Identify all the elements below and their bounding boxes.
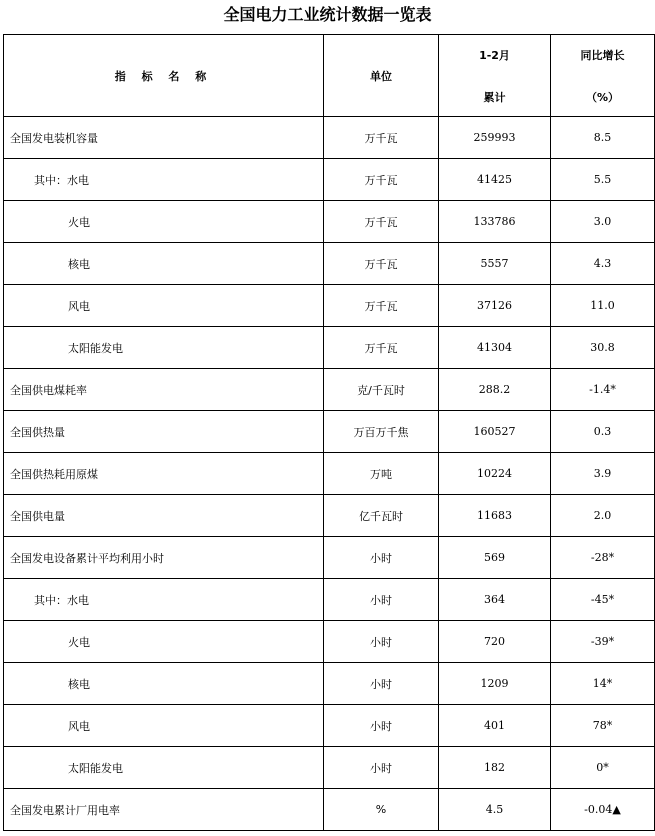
indicator-name-cell: 太阳能发电	[4, 327, 324, 369]
indicator-name-cell: 核电	[4, 663, 324, 705]
header-indicator-name: 指 标 名 称	[4, 35, 324, 117]
table-row	[4, 369, 655, 411]
unit-cell: 小时	[324, 705, 439, 747]
indicator-name-cell: 全国发电累计厂用电率	[4, 789, 324, 831]
value-cell: 133786	[439, 201, 551, 243]
value-cell: 401	[439, 705, 551, 747]
header-growth-top: 同比增长	[580, 48, 625, 62]
growth-cell: -1.4*	[551, 369, 655, 411]
growth-cell: 0*	[551, 747, 655, 789]
indicator-name-cell: 风电	[4, 285, 324, 327]
table-row	[4, 495, 655, 537]
growth-cell: -28*	[551, 537, 655, 579]
growth-cell: 14*	[551, 663, 655, 705]
indicator-name-cell: 全国发电装机容量	[4, 117, 324, 159]
growth-cell: -0.04▲	[551, 789, 655, 831]
value-cell: 259993	[439, 117, 551, 159]
unit-cell: 万千瓦	[324, 117, 439, 159]
unit-cell: 万千瓦	[324, 159, 439, 201]
page-title: 全国电力工业统计数据一览表	[223, 5, 432, 24]
value-cell: 4.5	[439, 789, 551, 831]
value-cell: 37126	[439, 285, 551, 327]
value-cell: 1209	[439, 663, 551, 705]
table-row	[4, 201, 655, 243]
value-cell: 41304	[439, 327, 551, 369]
header-unit: 单位	[324, 35, 439, 117]
growth-cell: 8.5	[551, 117, 655, 159]
table-row	[4, 579, 655, 621]
unit-cell: 克/千瓦时	[324, 369, 439, 411]
unit-cell: 万吨	[324, 453, 439, 495]
growth-cell: 0.3	[551, 411, 655, 453]
indicator-name-cell: 全国供电量	[4, 495, 324, 537]
indicator-name-cell: 火电	[4, 621, 324, 663]
growth-cell: 5.5	[551, 159, 655, 201]
header-period-bottom: 累计	[483, 90, 506, 104]
indicator-name-cell: 其中：水电	[4, 159, 324, 201]
growth-cell: 11.0	[551, 285, 655, 327]
unit-cell: %	[324, 789, 439, 831]
unit-cell: 小时	[324, 663, 439, 705]
growth-cell: -45*	[551, 579, 655, 621]
indicator-name-cell: 其中：水电	[4, 579, 324, 621]
indicator-name-cell: 火电	[4, 201, 324, 243]
unit-cell: 万千瓦	[324, 327, 439, 369]
unit-cell: 万千瓦	[324, 201, 439, 243]
table-row	[4, 159, 655, 201]
indicator-name-cell: 太阳能发电	[4, 747, 324, 789]
statistics-table	[3, 34, 654, 831]
header-period-top: 1-2月	[479, 48, 510, 62]
unit-cell: 小时	[324, 747, 439, 789]
table-row	[4, 663, 655, 705]
growth-cell: -39*	[551, 621, 655, 663]
header-growth-bottom: （%）	[585, 90, 620, 104]
value-cell: 10224	[439, 453, 551, 495]
table-header-row	[4, 35, 655, 117]
unit-cell: 亿千瓦时	[324, 495, 439, 537]
table-row	[4, 621, 655, 663]
table-row	[4, 117, 655, 159]
table-row	[4, 705, 655, 747]
unit-cell: 小时	[324, 621, 439, 663]
growth-cell: 3.9	[551, 453, 655, 495]
value-cell: 11683	[439, 495, 551, 537]
table-row	[4, 537, 655, 579]
table-row	[4, 789, 655, 831]
indicator-name-cell: 全国供电煤耗率	[4, 369, 324, 411]
growth-cell: 78*	[551, 705, 655, 747]
value-cell: 5557	[439, 243, 551, 285]
growth-cell: 2.0	[551, 495, 655, 537]
indicator-name-cell: 核电	[4, 243, 324, 285]
table-row	[4, 327, 655, 369]
growth-cell: 30.8	[551, 327, 655, 369]
header-growth	[551, 35, 655, 117]
value-cell: 569	[439, 537, 551, 579]
unit-cell: 小时	[324, 537, 439, 579]
value-cell: 41425	[439, 159, 551, 201]
indicator-name-cell: 风电	[4, 705, 324, 747]
table-row	[4, 243, 655, 285]
table-row	[4, 453, 655, 495]
indicator-name-cell: 全国发电设备累计平均利用小时	[4, 537, 324, 579]
value-cell: 288.2	[439, 369, 551, 411]
table-row	[4, 285, 655, 327]
growth-cell: 4.3	[551, 243, 655, 285]
value-cell: 364	[439, 579, 551, 621]
value-cell: 182	[439, 747, 551, 789]
unit-cell: 万千瓦	[324, 243, 439, 285]
value-cell: 720	[439, 621, 551, 663]
indicator-name-cell: 全国供热量	[4, 411, 324, 453]
unit-cell: 万千瓦	[324, 285, 439, 327]
header-period	[439, 35, 551, 117]
unit-cell: 小时	[324, 579, 439, 621]
table-row	[4, 411, 655, 453]
indicator-name-cell: 全国供热耗用原煤	[4, 453, 324, 495]
growth-cell: 3.0	[551, 201, 655, 243]
value-cell: 160527	[439, 411, 551, 453]
table-row	[4, 747, 655, 789]
unit-cell: 万百万千焦	[324, 411, 439, 453]
